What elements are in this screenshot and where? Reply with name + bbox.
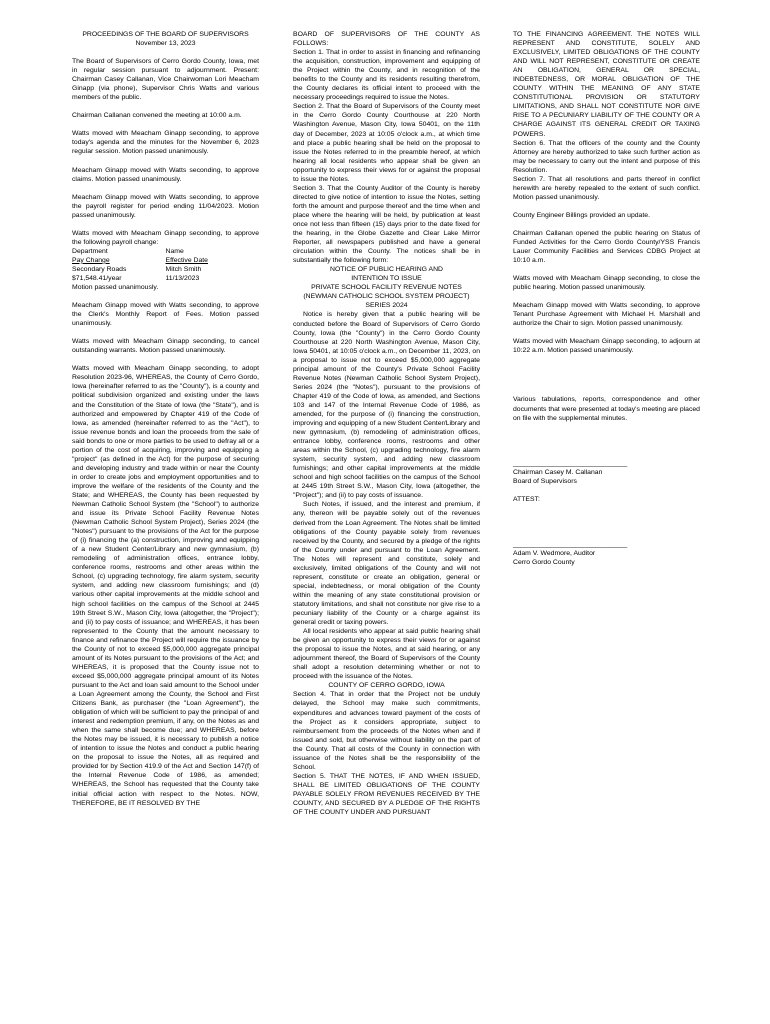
payroll-cell-name: Mitch Smith [165, 265, 202, 273]
section-2: Section 2. That the Board of Supervisors of the County meet in the Cerro Gordo County Courthouse at 220 North Washington Avenue, Mason City, Iowa 50401, on the 11th day of December, 2023 at 10:05 o'clock a.m., at which time and place a public hearing shall be held on the proposal to issue the Notes referred to in the preamble hereof, at which hearing all local residents who appear shall be given an opportunity to express their views for or against the proposal to issue the Notes. [293, 103, 480, 183]
payroll-register-motion: Meacham Ginapp moved with Watts seconding, to approve the payroll register for period ending 11/04/2023. Motion passed unanimously. [72, 193, 259, 219]
payroll-cell-date: 11/13/2023 [165, 274, 200, 282]
section-6: Section 6. That the officers of the county and the County Attorney are hereby authorized to take such further action as may be necessary to carry out the intent and purpose of this Resolution. [513, 139, 700, 174]
payroll-change-motion: Watts moved with Meacham Ginapp seconding, to approve the following payroll change: [72, 229, 259, 246]
signature-line-chair: ______________________________ [513, 459, 628, 467]
signature-name-chair: Chairman Casey M. Callanan [513, 468, 603, 476]
notice-heading-3: PRIVATE SCHOOL FACILITY REVENUE NOTES [311, 284, 462, 292]
notice-heading-1: NOTICE OF PUBLIC HEARING AND [330, 266, 443, 274]
signature-title-chair: Board of Supervisors [513, 477, 577, 485]
warrants-motion: Watts moved with Meacham Ginapp seconding, to cancel outstanding warrants. Motion passed unanimously. [72, 338, 259, 355]
notice-paragraph-3: All local residents who appear at said public hearing shall be given an opportunity to express their views for or against the proposal to issue the Notes, and at said hearing, or any adjournment thereof, the Board of Supervisors of the County shall adopt a resolution determining whether or not to proceed with the issuance of the Notes. [293, 628, 480, 681]
notice-paragraph-1: Notice is hereby given that a public hearing will be conducted before the Board of Supervisors of Cerro Gordo County, Iowa (the "County") in the Cerro Gordo County Courthouse at 220 North Washington Avenue, Mason City, Iowa 50401, at 10:05 o'clock a.m., on December 11, 2023, on a proposal to issue not to exceed $5,000,000 aggregate principal amount of the County's Private School Facility Revenue Notes (Newman Catholic School System Project), Series 2024 (the "Notes"), pursuant to the provisions of Chapter 419 of the Code of Iowa, as amended, and Sections 103 and 147 of the Internal Revenue Code of 1986, as amended, for the purpose of (i) financing the construction, improving and equipping of a new Student Center/Library and new gymnasium, (b) remodeling of administration offices, entrance lobby, conference rooms, restrooms and other areas within the School, (c) upgrading technology, fire alarm system, security system, and adding new classroom furnishings; and other capital improvements at the middle school and high school facilities on the campus of the School at 2445 19th Street S.W., Mason City, Iowa (altogether, the "Project"); and (ii) to pay costs of issuance. [293, 311, 480, 500]
payroll-header-effective-date: Effective Date [165, 256, 208, 264]
payroll-header-department: Department [72, 247, 108, 255]
payroll-header-name: Name [165, 247, 184, 255]
convene-paragraph: Chairman Callanan convened the meeting at 10:00 a.m. [72, 112, 242, 120]
column-1 [72, 30, 259, 808]
column-2 [293, 30, 480, 817]
adjourn-motion: Watts moved with Meacham Ginapp seconding, to adjourn at 10:22 a.m. Motion passed unanimously. [513, 338, 700, 355]
section-7: Section 7. That all resolutions and parts thereof in conflict herewith are hereby repealed to the extent of such conflict. Motion passed unanimously. [513, 175, 700, 201]
payroll-passed: Motion passed unanimously. [72, 284, 159, 292]
proceedings-title: PROCEEDINGS OF THE BOARD OF SUPERVISORS [82, 31, 249, 38]
payroll-change-table [72, 247, 259, 283]
notice-heading-4: (NEWMAN CATHOLIC SCHOOL SYSTEM PROJECT) [303, 293, 470, 301]
public-hearing-open: Chairman Callanan opened the public hearing on Status of Funded Activities for the Cerro Gordo County/YSS Francis Lauer Community Facilities and Services CDBG Project at 10:10 a.m. [513, 229, 700, 265]
supplemental-note: Various tabulations, reports, correspondence and other documents that were presented at today's meeting are placed on file with the supplemental minutes. [513, 396, 700, 422]
section-4: Section 4. That in order that the Project not be unduly delayed, the School may make such commitments, expenditures and advances toward payment of the costs of the Project as it considers appropriate, subject to reimbursement from the proceeds of the Notes when and if issued and sold, but otherwise without liability on the part of the County. That all costs of the County in connection with issuance of the Notes shall be the responsibility of the School. [293, 691, 480, 771]
column-3 [513, 30, 700, 567]
section-5: Section 5. THAT THE NOTES, IF AND WHEN ISSUED, SHALL BE LIMITED OBLIGATIONS OF THE COUNTY PAYABLE SOLELY FROM REVENUES RECEIVED BY THE COUNTY, AND SECURED BY A PLEDGE OF THE RIGHTS OF THE COUNTY UNDER AND PURSUANT [293, 772, 480, 817]
payroll-cell-department: Secondary Roads [72, 265, 127, 273]
notice-heading-2: INTENTION TO ISSUE [351, 275, 422, 283]
payroll-cell-pay: $71,548.41/year [72, 274, 122, 282]
resolution-paragraph: Watts moved with Meacham Ginapp seconding, to adopt Resolution 2023-96, WHEREAS, the County of Cerro Gordo, Iowa (hereinafter referred to as the "County"), is a county and political subdivision organized and existing under the laws and the Constitution of the State of Iowa (the "State"), and is authorized and empowered by Chapter 419 of the Code of Iowa, as amended (hereinafter referred to as the "Act"), to issue revenue bonds and loan the proceeds from the sale of said bonds to one or more parties to be used to defray all or a portion of the cost of acquiring, improving and equipping a "project" (as defined in the Act) for the purpose of securing and developing industry and trade within or near the County in order to create jobs and employment opportunities and to improve the welfare of the residents of the County and the State; and WHEREAS, the County has been requested by Newman Catholic School System (the "School") to authorize and issue its Private School Facility Revenue Notes (Newman Catholic School System Project), Series 2024 (the "Notes") pursuant to the provisions of the Act for the purpose of (i) financing the (a) construction, improving and equipping of a new Student Center/Library and new gymnasium, (b) remodeling of administration offices, entrance lobby, conference rooms, restrooms and other areas within the School, (c) upgrading technology, fire alarm system, security system, and adding new classroom furnishings; and (d) various other capital improvements at the middle school and high school facilities on the campus of the School at 2445 19th Street S.W., Mason City, Iowa (altogether, the "Project"); and (ii) to pay costs of issuance; and WHEREAS, it has been represented to the County that the amount necessary to finance and refinance the Project will require the issuance by the County of not to exceed $5,000,000 aggregate principal amount of its Notes pursuant to the provisions of the Act; and WHEREAS, it is proposed that the County issue not to exceed $5,000,000 aggregate principal amount of its Notes pursuant to the Act and loan said amount to the School under a Loan Agreement among the County, the School and First Citizens Bank, as purchaser (the "Loan Agreement"), the obligation of which will be sufficient to pay the principal of and interest and redemption premium, if any, on the Notes as and when the same shall become due; and WHEREAS, before the Notes may be issued, it is necessary to publish a notice of intention to issue the Notes and conduct a public hearing on the proposal to issue the Notes, all as required and provided for by Section 419.9 of the Act and Section 147(f) of the Internal Revenue Code of 1986, as amended; WHEREAS, the School has requested that the County take initial official action with respect to the Notes. NOW, THEREFORE, BE IT RESOLVED BY THE [72, 365, 259, 807]
payroll-header-pay-change: Pay Change [72, 256, 110, 264]
signature-line-auditor: ______________________________ [513, 540, 628, 548]
tenant-agreement-motion: Meacham Ginapp moved with Watts seconding, to approve Tenant Purchase Agreement with Michael H. Marshall and authorize the Chair to sign. Motion passed unanimously. [513, 302, 700, 328]
attest-label: ATTEST: [513, 495, 540, 503]
intro-paragraph: The Board of Supervisors of Cerro Gordo County, Iowa, met in regular session pursuant to adjournment. Present: Chairman Casey Callanan, Vice Chairwoman Lori Meacham Ginapp (via phone), Supervisor Chris Watts and various members of the public. [72, 58, 259, 102]
notice-paragraph-2: Such Notes, if issued, and the interest and premium, if any, thereon will be payable solely out of the revenues derived from the Loan Agreement. The Notes shall be limited obligations of the County payable solely from revenues received by the County, and secured by a pledge of the rights of the County under and pursuant to the Loan Agreement. The Notes will represent and constitute, solely and exclusively, limited obligations of the County and will not represent, constitute or create an obligation, general or special, indebtedness, or moral obligation of the County within the meaning of any state constitutional provision or statutory limitations, and shall not constitute nor give rise to a pecuniary liability of the County or a charge against its general credit or taxing powers. [293, 501, 480, 627]
notice-signature: COUNTY OF CERRO GORDO, IOWA [328, 682, 445, 690]
claims-motion: Meacham Ginapp moved with Watts seconding, to approve claims. Motion passed unanimously. [72, 166, 259, 183]
engineer-update: County Engineer Billings provided an update. [513, 211, 650, 219]
meeting-date: November 13, 2023 [135, 40, 196, 48]
notice-heading-5: SERIES 2024 [365, 302, 408, 310]
fees-motion: Meacham Ginapp moved with Watts seconding, to approve the Clerk's Monthly Report of Fees. Motion passed unanimously. [72, 302, 259, 328]
agenda-motion: Watts moved with Meacham Ginapp seconding, to approve today's agenda and the minutes for the November 6, 2023 regular session. Motion passed unanimously. [72, 130, 259, 156]
section-3: Section 3. That the County Auditor of the County is hereby directed to give notice of intention to issue the Notes, setting forth the amount and purpose thereof and the time when and place where the hearing will be held, by publication at least once not less than fifteen (15) days prior to the date fixed for the hearing, in the Globe Gazette and Clear Lake Mirror Reporter, all newspapers published and have a general circulation within the County. The notices shall be in substantially the following form: [293, 184, 480, 265]
section-5-continued: TO THE FINANCING AGREEMENT. THE NOTES WILL REPRESENT AND CONSTITUTE, SOLELY AND EXCLUSIVELY, LIMITED OBLIGATIONS OF THE COUNTY AND WILL NOT REPRESENT, CONSTITUTE OR CREATE AN OBLIGATION, GENERAL OR SPECIAL, INDEBTEDNESS, OR MORAL OBLIGATION OF THE COUNTY WITHIN THE MEANING OF ANY STATE CONSTITUTIONAL PROVISION OR STATUTORY LIMITATIONS, AND SHALL NOT CONSTITUTE NOR GIVE RISE TO A PECUNIARY LIABILITY OF THE COUNTY OR A CHARGE AGAINST ITS GENERAL CREDIT OR TAXING POWERS. [513, 31, 700, 138]
public-hearing-close: Watts moved with Meacham Ginapp seconding, to close the public hearing. Motion passed unanimously. [513, 275, 700, 292]
signature-name-auditor: Adam V. Wedmore, Auditor [513, 549, 596, 557]
signature-title-auditor: Cerro Gordo County [513, 558, 575, 566]
section-1: Section 1. That in order to assist in financing and refinancing the acquisition, construction, improvement and equipping of the Project within the County, and in recognition of the benefits to the County and its residents resulting therefrom, the County declares its official intent to proceed with the necessary proceedings required to issue the Notes. [293, 49, 480, 102]
resolution-continued: BOARD OF SUPERVISORS OF THE COUNTY AS FOLLOWS: [293, 31, 480, 48]
